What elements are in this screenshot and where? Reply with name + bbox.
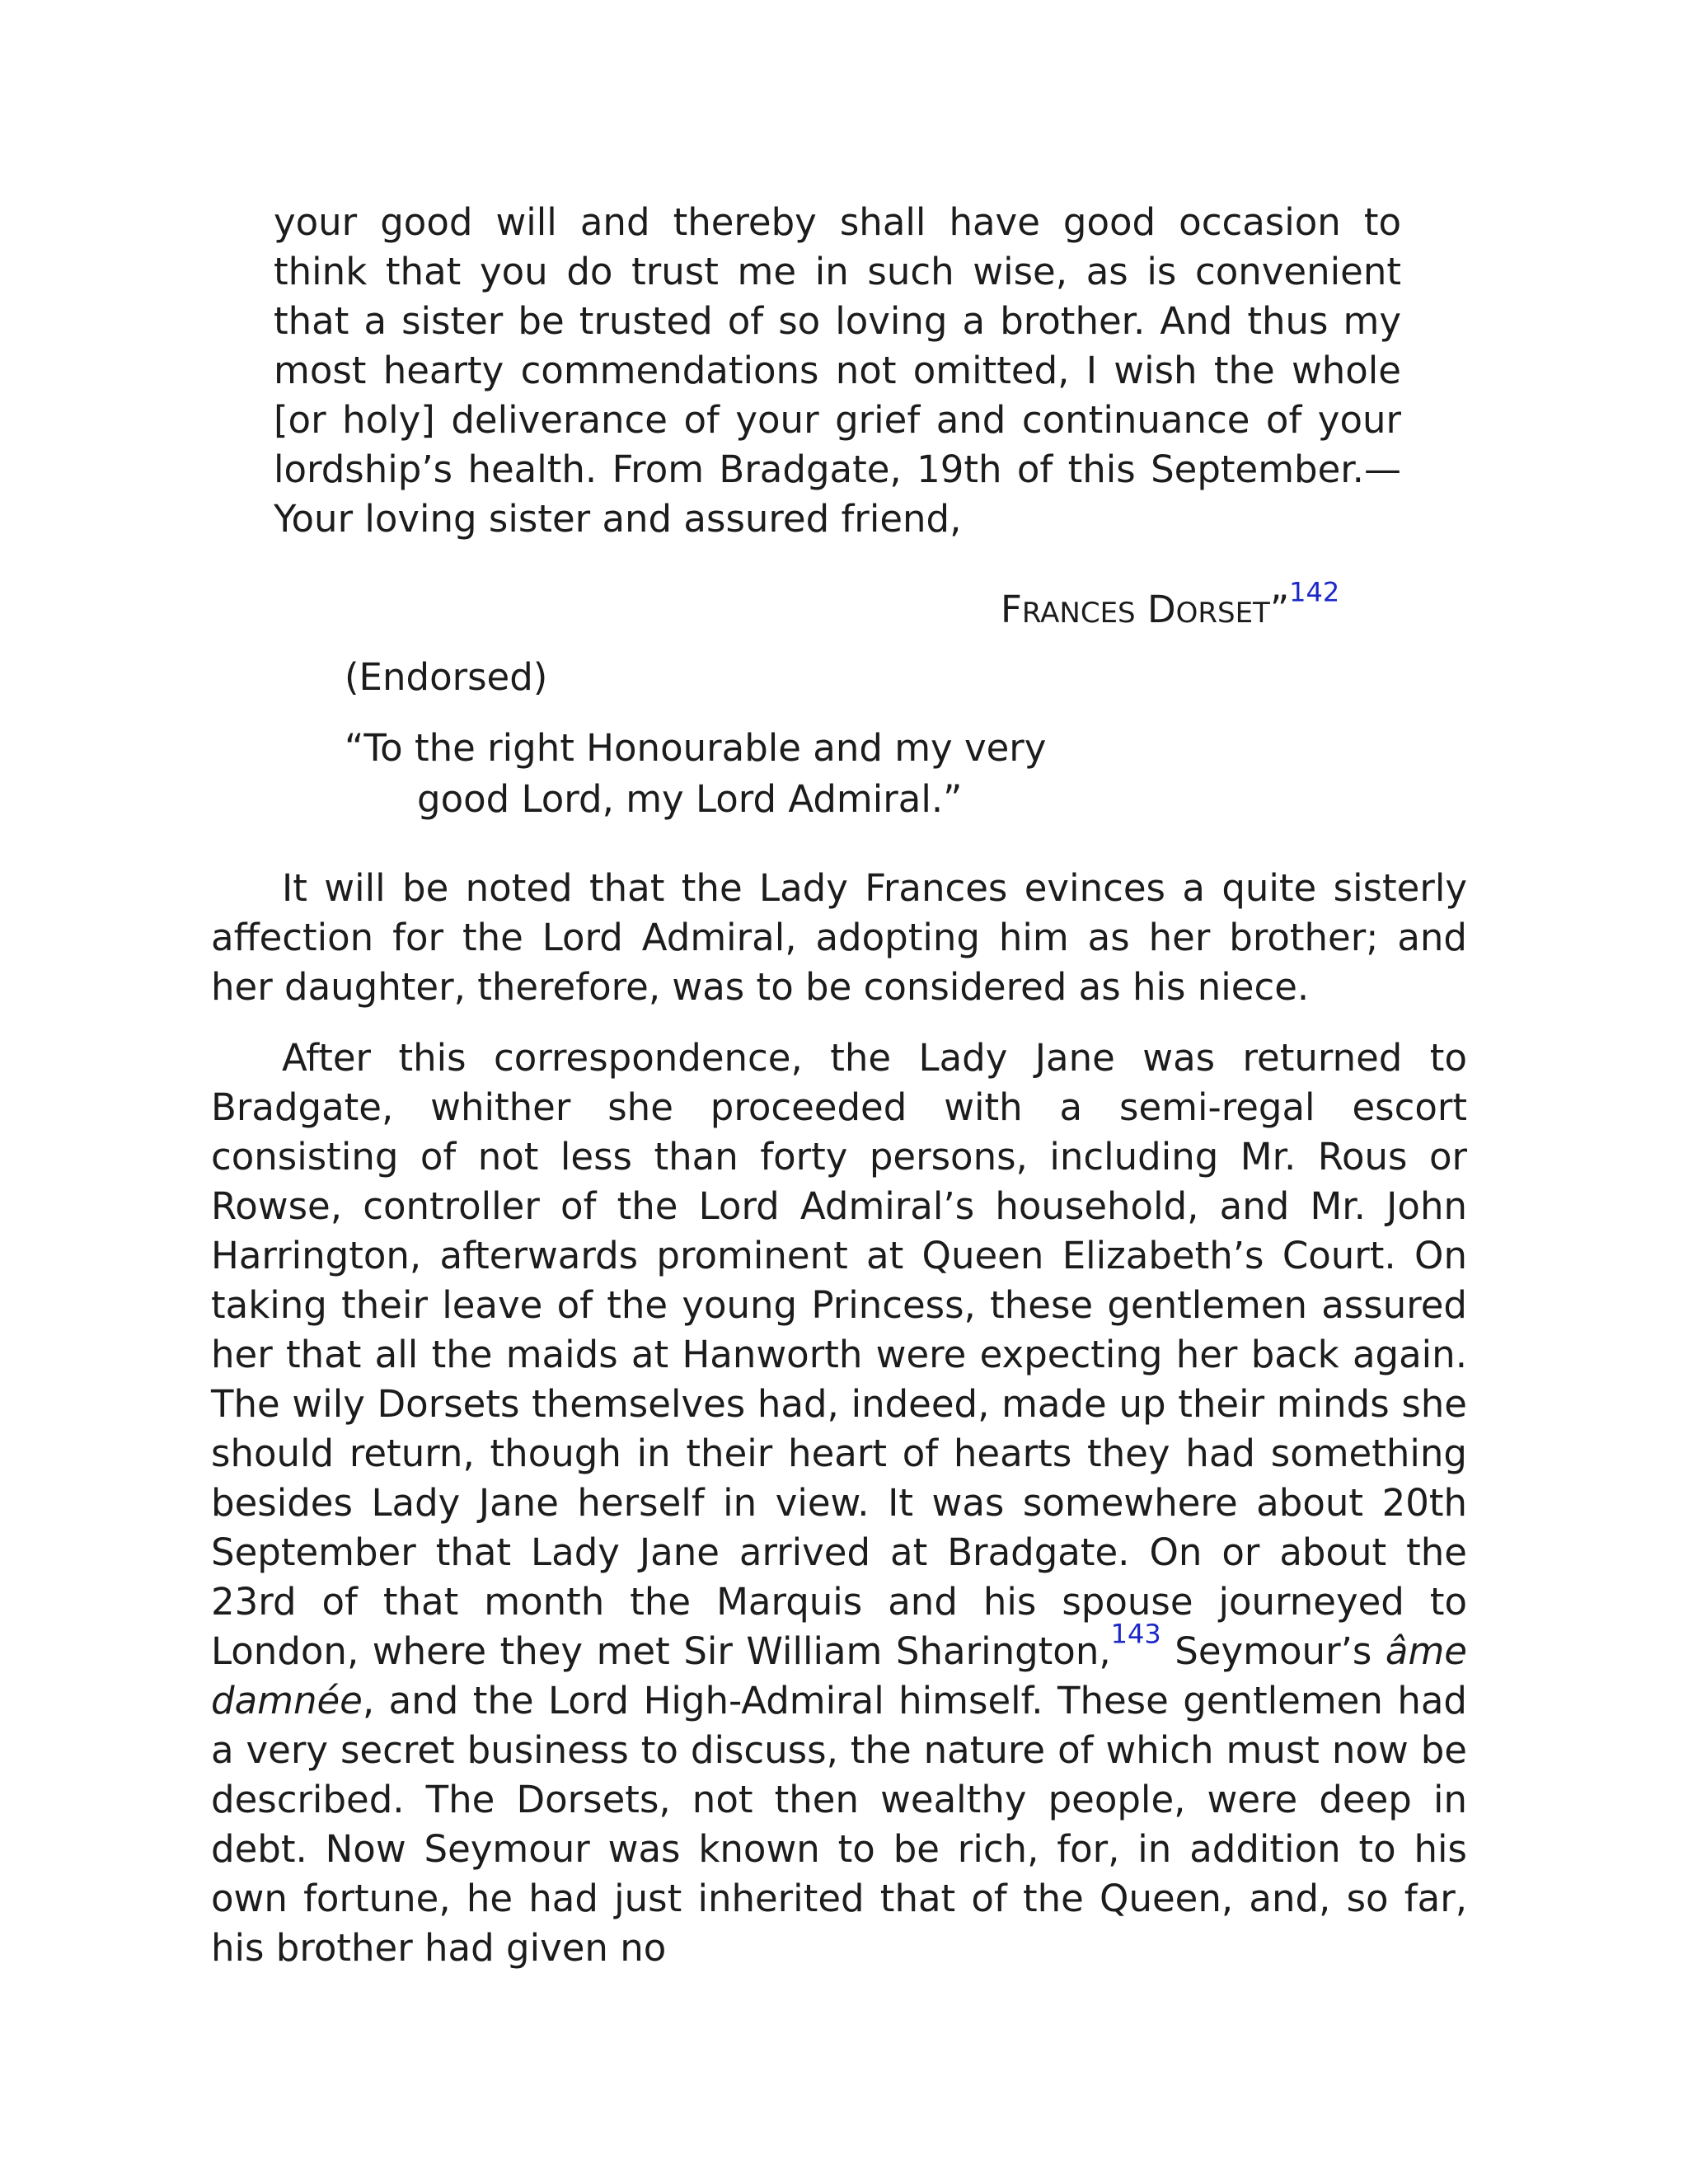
signature-initial-f: F — [1001, 588, 1022, 631]
signature-first-rest: RANCES — [1021, 597, 1136, 630]
paragraph-2-part-1: After this correspondence, the Lady Jane was returned to Bradgate, whither she proceeded with a semi-regal escort consisting of not less than forty persons, including Mr. Rous or Rowse, controller of the Lord Admiral’s household, and Mr. John Harrington, afterwards prominent at Queen Elizabeth’s Court. On taking their leave of the young Princess, these gentlemen assured her that all the maids at Hanworth were expecting her back again. The wily Dorsets themselves had, indeed, made up their minds she should return, though in their heart of hearts they had something besides Lady Jane herself in view. It was somewhere about 20th September that Lady Jane arrived at Bradgate. On or about the 23rd of that month the Marquis and his spouse journeyed to London, where they met Sir William Sharington, — [211, 1036, 1467, 1673]
paragraph-2 — [211, 1033, 1467, 1973]
footnote-link-142[interactable]: 142 — [1289, 576, 1340, 608]
paragraph-2-part-2: Seymour’s — [1160, 1629, 1386, 1673]
footnote-link-143[interactable]: 143 — [1110, 1618, 1161, 1650]
paragraph-2-italic-phrase: âme damnée — [211, 1629, 1467, 1722]
letter-signature — [1001, 576, 1340, 638]
paragraph-1: It will be noted that the Lady Frances evinces a quite sisterly affection for the Lord Admiral, adopting him as her brother; and her daughter, therefore, was to be considered as his niece. — [211, 866, 1467, 1009]
endorsement-line-2: good Lord, my Lord Admiral.” — [417, 777, 963, 821]
paragraph-2-part-3: , and the Lord High-Admiral himself. These gentlemen had a very secret business to discuss, the nature of which must now be described. The Dorsets, not then wealthy people, were deep in debt. Now Seymour was known to be rich, for, in addition to his own fortune, he had just inherited that of the Queen, and, so far, his brother had given no — [211, 1679, 1467, 1970]
signature-last-rest: ORSET — [1175, 597, 1270, 630]
signature-initial-d: D — [1146, 588, 1176, 631]
letter-body: your good will and thereby shall have good occasion to think that you do trust me in such wise, as is convenient that a sister be trusted of so loving a brother. And thus my most hearty commendations not omitted, I wish the whole [or holy] deliverance of your grief and continuance of your lordship’s health. From Bradgate, 19th of this September.— Your loving sister and assured friend, — [274, 200, 1401, 541]
endorsement-line-1: “To the right Honourable and my very — [345, 726, 1047, 770]
endorsed-label: (Endorsed) — [345, 655, 548, 699]
signature-close-quote: ” — [1269, 588, 1290, 631]
